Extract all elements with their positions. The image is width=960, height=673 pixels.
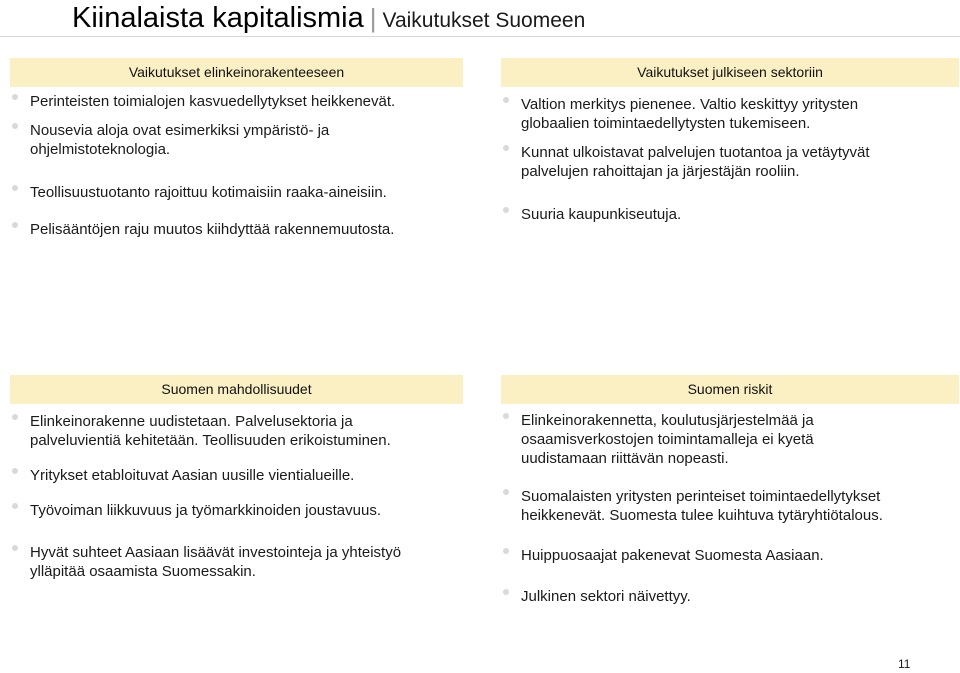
bullet-text-line: palvelujen rahoittajan ja järjestäjän rooliin.	[521, 163, 800, 180]
bullet-text-line: Elinkeinorakennetta, koulutusjärjestelmää ja	[521, 412, 814, 429]
bullet-item	[501, 143, 959, 181]
bullet-text-line: Nousevia aloja ovat esimerkiksi ympäristö- ja	[30, 122, 330, 139]
title-main: Kiinalaista kapitalismia	[72, 2, 364, 34]
bullet-dot-icon	[12, 545, 18, 551]
bullet-dot-icon	[12, 468, 18, 474]
bullet-list	[10, 92, 463, 239]
bullet-item	[501, 205, 959, 224]
bullet-item	[10, 412, 463, 450]
panel-title: Suomen riskit	[501, 375, 959, 404]
bullet-text-line: globaalien toimintaedellytysten tukemiseen.	[521, 115, 811, 132]
page-title	[72, 0, 585, 39]
bullet-dot-icon	[503, 207, 509, 213]
bullet-text-line: palveluvientiä kehitetään. Teollisuuden erikoistuminen.	[30, 432, 391, 449]
bullet-list	[501, 95, 959, 224]
bullet-text-line: heikkenevät. Suomesta tulee kuihtuva tytäryhtiötalous.	[521, 507, 883, 524]
bullet-dot-icon	[12, 185, 18, 191]
panel-title: Vaikutukset elinkeinorakenteeseen	[10, 58, 463, 87]
panel-title: Vaikutukset julkiseen sektoriin	[501, 58, 959, 87]
bullet-text-line: ylläpitää osaamista Suomessakin.	[30, 563, 256, 580]
bullet-item	[501, 95, 959, 133]
bullet-text-line: Huippuosaajat pakenevat Suomesta Aasiaan.	[521, 547, 824, 564]
panel-mahdollisuudet	[10, 375, 463, 581]
bullet-text-line: ohjelmistoteknologia.	[30, 141, 171, 158]
bullet-item	[501, 546, 959, 565]
bullet-text-line: Työvoiman liikkuvuus ja työmarkkinoiden joustavuus.	[30, 502, 381, 519]
bullet-text-line: Julkinen sektori näivettyy.	[521, 588, 691, 605]
bullet-text-line: Suuria kaupunkiseutuja.	[521, 206, 682, 223]
bullet-dot-icon	[503, 145, 509, 151]
panel-julkinen-sektori	[501, 58, 959, 224]
bullet-item	[501, 487, 959, 525]
bullet-item	[10, 92, 463, 111]
bullet-text-line: Kunnat ulkoistavat palvelujen tuotantoa ja vetäytyvät	[521, 144, 870, 161]
bullet-dot-icon	[503, 489, 509, 495]
bullet-list	[501, 411, 959, 606]
bullet-dot-icon	[12, 123, 18, 129]
bullet-dot-icon	[503, 548, 509, 554]
bullet-dot-icon	[503, 413, 509, 419]
bullet-text-line: Teollisuustuotanto rajoittuu kotimaisiin raaka-aineisiin.	[30, 184, 387, 201]
bullet-text-line: Valtion merkitys pienenee. Valtio keskittyy yritysten	[521, 96, 859, 113]
bullet-item	[10, 501, 463, 520]
title-subtitle: Vaikutukset Suomeen	[382, 9, 586, 32]
page-number: 11	[898, 657, 911, 671]
bullet-text-line: Hyvät suhteet Aasiaan lisäävät investointeja ja yhteistyö	[30, 544, 402, 561]
bullet-dot-icon	[12, 94, 18, 100]
bullet-item	[501, 587, 959, 606]
bullet-item	[10, 220, 463, 239]
bullet-text-line: Pelisääntöjen raju muutos kiihdyttää rakennemuutosta.	[30, 221, 395, 238]
title-separator: |	[369, 3, 377, 33]
bullet-item	[10, 121, 463, 159]
bullet-dot-icon	[12, 503, 18, 509]
panel-elinkeinorakenne	[10, 58, 463, 239]
bullet-dot-icon	[12, 414, 18, 420]
bullet-dot-icon	[503, 97, 509, 103]
bullet-text-line: Perinteisten toimialojen kasvuedellytykset heikkenevät.	[30, 93, 396, 110]
title-divider	[0, 36, 960, 37]
panel-title: Suomen mahdollisuudet	[10, 375, 463, 404]
bullet-item	[501, 411, 959, 468]
bullet-list	[10, 412, 463, 581]
bullet-text-line: Suomalaisten yritysten perinteiset toimintaedellytykset	[521, 488, 881, 505]
bullet-dot-icon	[503, 589, 509, 595]
bullet-item	[10, 466, 463, 485]
bullet-text-line: Elinkeinorakenne uudistetaan. Palvelusektoria ja	[30, 413, 353, 430]
bullet-text-line: uudistamaan riittävän nopeasti.	[521, 450, 729, 467]
bullet-text-line: Yritykset etabloituvat Aasian uusille vientialueille.	[30, 467, 355, 484]
bullet-item	[10, 183, 463, 202]
panel-riskit	[501, 375, 959, 606]
bullet-text-line: osaamisverkostojen toimintamalleja ei kyetä	[521, 431, 814, 448]
bullet-dot-icon	[12, 222, 18, 228]
bullet-item	[10, 543, 463, 581]
